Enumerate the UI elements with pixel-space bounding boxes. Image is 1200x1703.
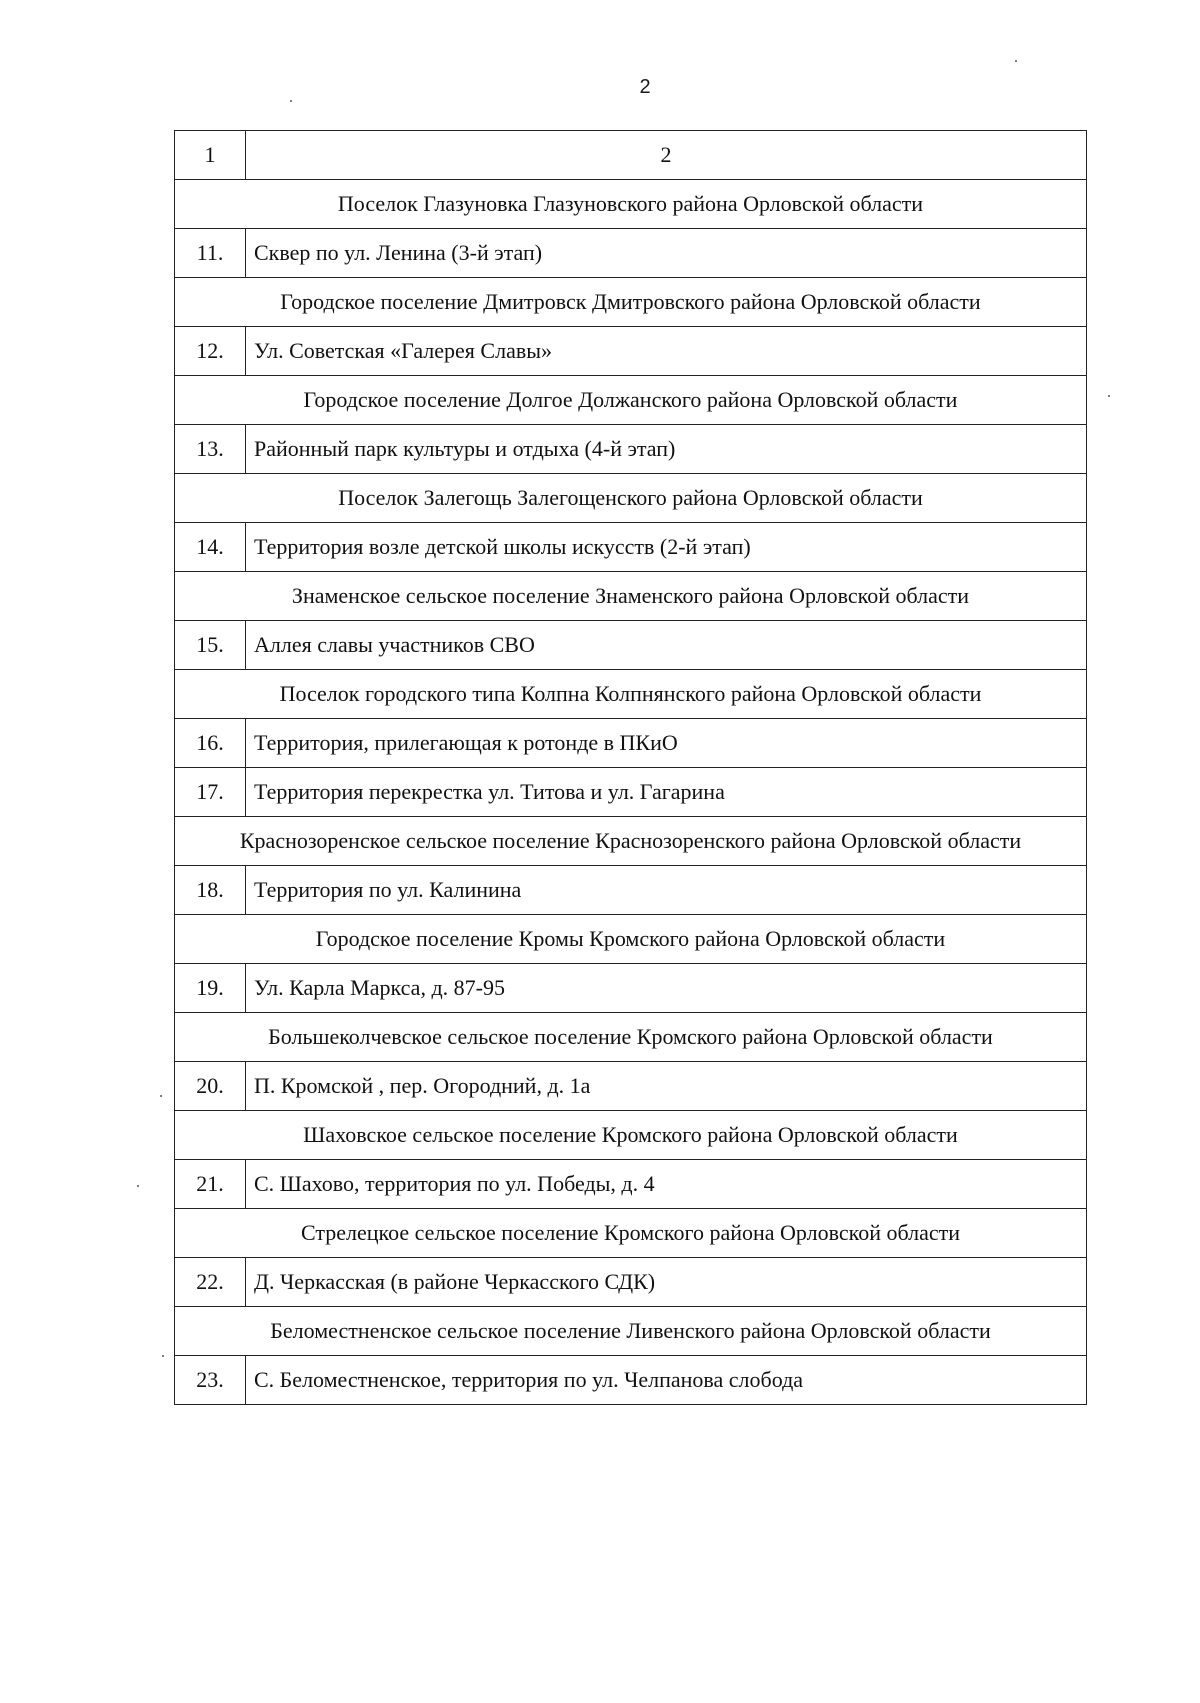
item-row <box>175 1160 1087 1209</box>
section-title: Стрелецкое сельское поселение Кромского района Орловской области <box>175 1209 1087 1258</box>
item-number: 21. <box>175 1160 246 1209</box>
item-row <box>175 719 1087 768</box>
item-name: Территория возле детской школы искусств (2-й этап) <box>246 523 1087 572</box>
item-name: Ул. Карла Маркса, д. 87-95 <box>246 964 1087 1013</box>
page-number: 2 <box>639 76 651 98</box>
section-row <box>175 474 1087 523</box>
item-name: С. Шахово, территория по ул. Победы, д. 4 <box>246 1160 1087 1209</box>
section-title: Знаменское сельское поселение Знаменского района Орловской области <box>175 572 1087 621</box>
item-row <box>175 327 1087 376</box>
section-row <box>175 915 1087 964</box>
scan-speck <box>137 1185 139 1187</box>
item-number: 18. <box>175 866 246 915</box>
section-title: Городское поселение Дмитровск Дмитровского района Орловской области <box>175 278 1087 327</box>
section-title: Поселок городского типа Колпна Колпнянского района Орловской области <box>175 670 1087 719</box>
item-number: 23. <box>175 1356 246 1405</box>
item-row <box>175 1258 1087 1307</box>
section-title: Большеколчевское сельское поселение Кромского района Орловской области <box>175 1013 1087 1062</box>
item-number: 11. <box>175 229 246 278</box>
item-number: 22. <box>175 1258 246 1307</box>
item-number: 13. <box>175 425 246 474</box>
section-title: Шаховское сельское поселение Кромского района Орловской области <box>175 1111 1087 1160</box>
section-row <box>175 376 1087 425</box>
scan-speck <box>290 100 292 102</box>
section-title: Поселок Залегощь Залегощенского района Орловской области <box>175 474 1087 523</box>
item-number: 16. <box>175 719 246 768</box>
section-row <box>175 572 1087 621</box>
item-name: Сквер по ул. Ленина (3-й этап) <box>246 229 1087 278</box>
item-name: С. Беломестненское, территория по ул. Челпанова слобода <box>246 1356 1087 1405</box>
section-title: Беломестненское сельское поселение Ливенского района Орловской области <box>175 1307 1087 1356</box>
item-number: 12. <box>175 327 246 376</box>
item-row <box>175 229 1087 278</box>
item-row <box>175 768 1087 817</box>
item-name: Аллея славы участников СВО <box>246 621 1087 670</box>
scan-speck <box>160 1095 162 1097</box>
column-header-number: 1 <box>175 131 246 180</box>
item-name: П. Кромской , пер. Огородний, д. 1а <box>246 1062 1087 1111</box>
item-name: Районный парк культуры и отдыха (4-й этап) <box>246 425 1087 474</box>
item-number: 15. <box>175 621 246 670</box>
section-row <box>175 1111 1087 1160</box>
item-row <box>175 1062 1087 1111</box>
table-body <box>175 131 1087 1405</box>
item-row <box>175 866 1087 915</box>
column-header-name: 2 <box>246 131 1087 180</box>
item-name: Территория по ул. Калинина <box>246 866 1087 915</box>
section-row <box>175 1307 1087 1356</box>
objects-table <box>174 130 1087 1405</box>
item-row <box>175 523 1087 572</box>
item-row <box>175 1356 1087 1405</box>
scan-speck <box>1108 395 1110 397</box>
item-number: 20. <box>175 1062 246 1111</box>
item-row <box>175 621 1087 670</box>
item-row <box>175 964 1087 1013</box>
item-number: 17. <box>175 768 246 817</box>
section-row <box>175 1209 1087 1258</box>
scan-speck <box>1015 60 1017 62</box>
section-row <box>175 180 1087 229</box>
section-row <box>175 278 1087 327</box>
section-row <box>175 670 1087 719</box>
section-row <box>175 817 1087 866</box>
section-title: Краснозоренское сельское поселение Краснозоренского района Орловской области <box>175 817 1087 866</box>
item-row <box>175 425 1087 474</box>
item-name: Д. Черкасская (в районе Черкасского СДК) <box>246 1258 1087 1307</box>
section-title: Городское поселение Долгое Должанского района Орловской области <box>175 376 1087 425</box>
section-title: Городское поселение Кромы Кромского района Орловской области <box>175 915 1087 964</box>
item-number: 19. <box>175 964 246 1013</box>
item-number: 14. <box>175 523 246 572</box>
scan-speck <box>162 1355 164 1357</box>
item-name: Территория перекрестка ул. Титова и ул. Гагарина <box>246 768 1087 817</box>
table-header-row <box>175 131 1087 180</box>
item-name: Ул. Советская «Галерея Славы» <box>246 327 1087 376</box>
section-title: Поселок Глазуновка Глазуновского района Орловской области <box>175 180 1087 229</box>
item-name: Территория, прилегающая к ротонде в ПКиО <box>246 719 1087 768</box>
section-row <box>175 1013 1087 1062</box>
